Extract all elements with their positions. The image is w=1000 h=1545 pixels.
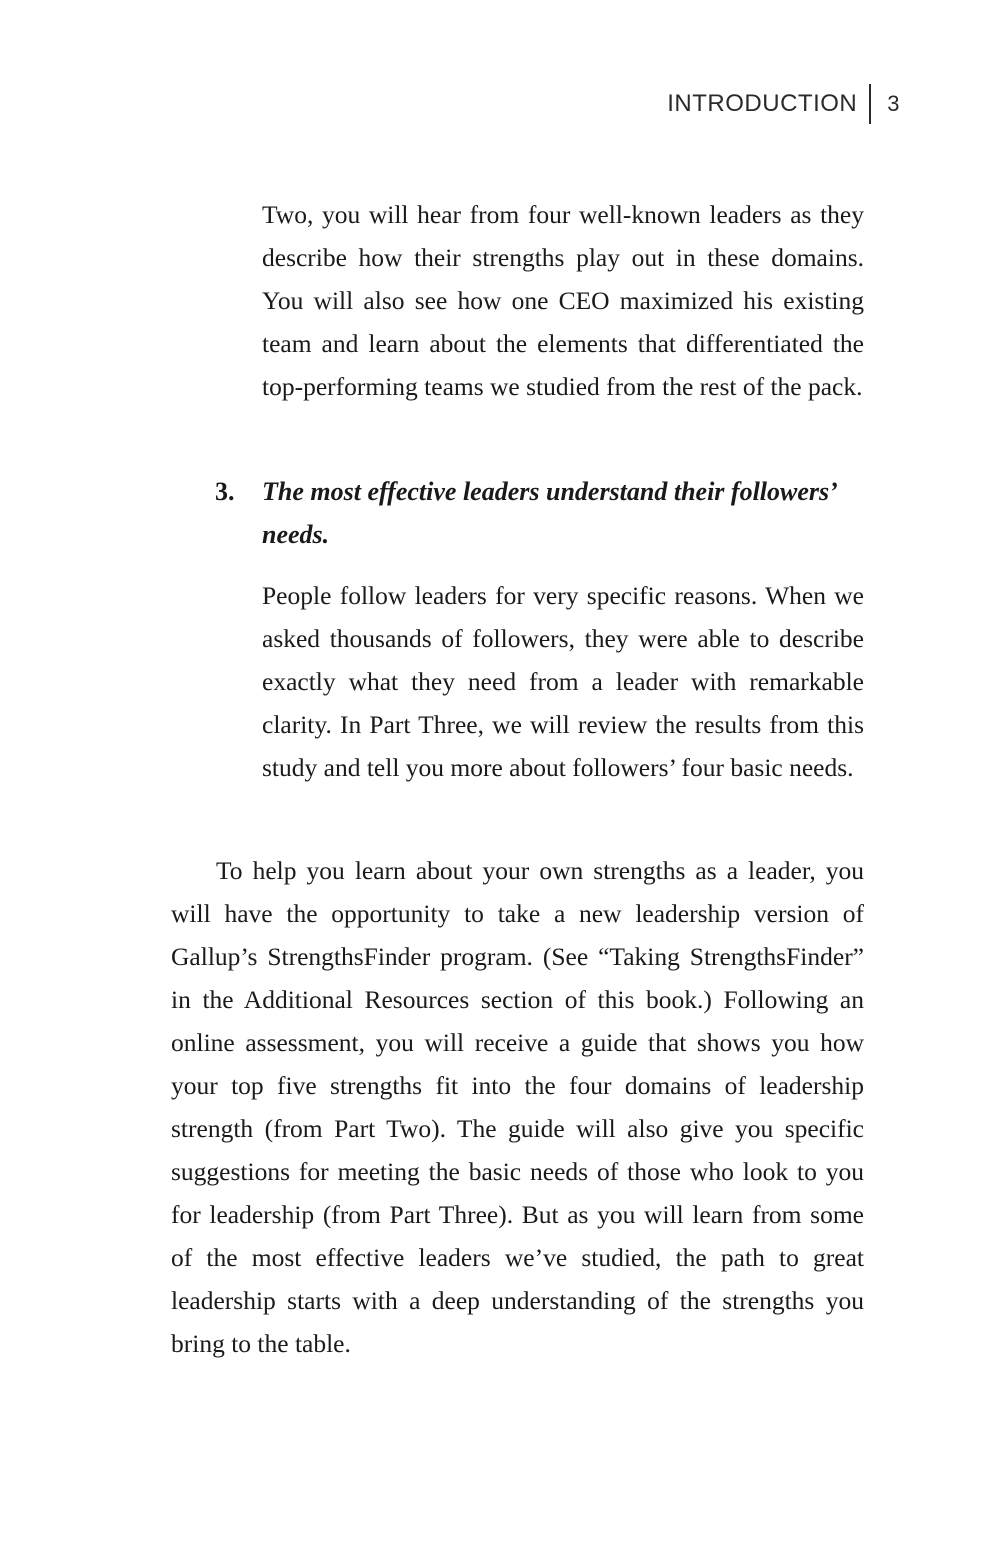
closing-paragraph: To help you learn about your own strengths as a leader, you will have the opportunity to take a new leadership version of Gallup’s StrengthsFinder program. (See “Taking StrengthsFinder” in the Additional Resources section of this book.) Following an online assessment, you will receive a guide that shows you how your top five strengths fit into the four domains of leadership strength (from Part Two). The guide will also give you specific suggestions for meeting the basic needs of those who look to you for leadership (from Part Three). But as you will learn from some of the most effective leaders we’ve studied, the path to great leadership starts with a deep understanding of the strengths you bring to the table. [171, 856, 864, 1358]
section-title: INTRODUCTION [667, 90, 858, 117]
point-3-paragraph: People follow leaders for very specific reasons. When we asked thousands of followers, they were able to describe exactly what they need from a leader with remarkable clarity. In Part Three, we will review the results from this study and tell you more about followers’ four basic needs. [262, 581, 864, 782]
running-header [667, 84, 900, 124]
list-heading: The most effective leaders understand their followers’ needs. [262, 477, 836, 549]
page-number: 3 [887, 91, 900, 116]
header-divider [869, 84, 871, 124]
list-number: 3. [215, 477, 235, 506]
paragraph-two-continued: Two, you will hear from four well-known leaders as they describe how their strengths play out in these domains. You will also see how one CEO maximized his existing team and learn about the elements that differentiated the top-performing teams we studied from the rest of the pack. [262, 200, 864, 401]
